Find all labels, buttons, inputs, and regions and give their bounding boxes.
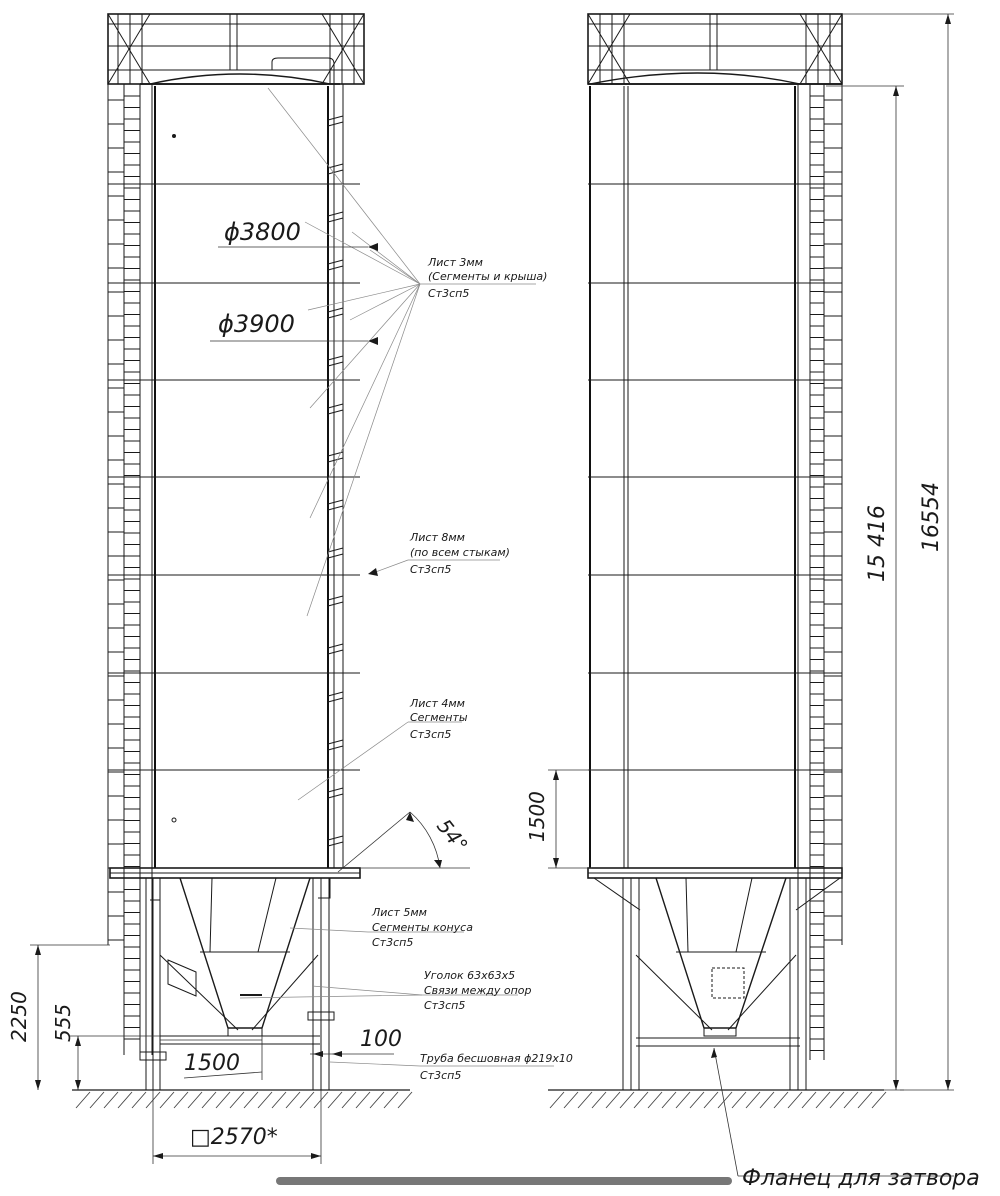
flange-caption: Фланец для затвора <box>742 1166 980 1191</box>
horizontal-scrollbar[interactable] <box>276 1177 732 1185</box>
note-sheet8-line1: Лист 8мм <box>410 531 465 544</box>
right-top-railing <box>588 14 842 84</box>
left-top-railing <box>108 14 364 84</box>
left-ground <box>72 1090 412 1108</box>
dim-h-2250: 2250 <box>7 991 31 1042</box>
left-view <box>72 14 412 1108</box>
dim-d-shell: ϕ3900 <box>218 310 295 338</box>
note-sheet8-line3: Ст3сп5 <box>410 563 452 576</box>
right-view <box>548 14 886 1108</box>
right-ground <box>548 1090 886 1108</box>
note-sheet8-line2: (по всем стыкам) <box>410 546 510 559</box>
dim-base-2570: □2570* <box>190 1125 278 1150</box>
dim-seg-1500: 1500 <box>525 791 549 842</box>
note-sheet4-line3: Ст3сп5 <box>410 728 452 741</box>
note-sheet5-line1: Лист 5мм <box>372 906 427 919</box>
dim-w-1500: 1500 <box>184 1051 240 1076</box>
dim-h-16554: 16554 <box>919 482 944 552</box>
note-angle-line2: Связи между опор <box>424 984 532 997</box>
left-cone <box>110 868 360 1044</box>
note-sheet3-line1: Лист 3мм <box>428 256 483 269</box>
note-pipe-line1: Труба бесшовная ϕ219х10 <box>420 1052 573 1065</box>
material-notes <box>371 256 573 1082</box>
right-cone <box>588 868 842 1046</box>
dim-h-555: 555 <box>51 1003 75 1042</box>
dimension-labels <box>7 218 944 1150</box>
note-angle-line1: Уголок 63х63х5 <box>424 969 516 982</box>
note-sheet5-line3: Ст3сп5 <box>372 936 414 949</box>
right-silo-shell <box>588 86 842 868</box>
note-sheet4-line1: Лист 4мм <box>410 697 465 710</box>
note-sheet4-line2: Сегменты <box>410 711 468 724</box>
dim-h-15416: 15 416 <box>865 505 890 582</box>
note-sheet5-line2: Сегменты конуса <box>372 921 473 934</box>
note-pipe-line2: Ст3сп5 <box>420 1069 462 1082</box>
right-ladder-cage <box>798 84 842 1060</box>
dim-d-roof: ϕ3800 <box>224 218 301 246</box>
note-sheet3-line3: Ст3сп5 <box>428 287 470 300</box>
note-angle-line3: Ст3сп5 <box>424 999 466 1012</box>
right-legs <box>623 878 806 1090</box>
left-ladder-cage <box>108 84 152 1055</box>
note-sheet3-line2: (Сегменты и крыша) <box>428 270 548 283</box>
dim-angle-54: 54° <box>432 814 473 858</box>
dim-w-100: 100 <box>360 1027 402 1052</box>
left-silo-shell <box>108 84 360 868</box>
